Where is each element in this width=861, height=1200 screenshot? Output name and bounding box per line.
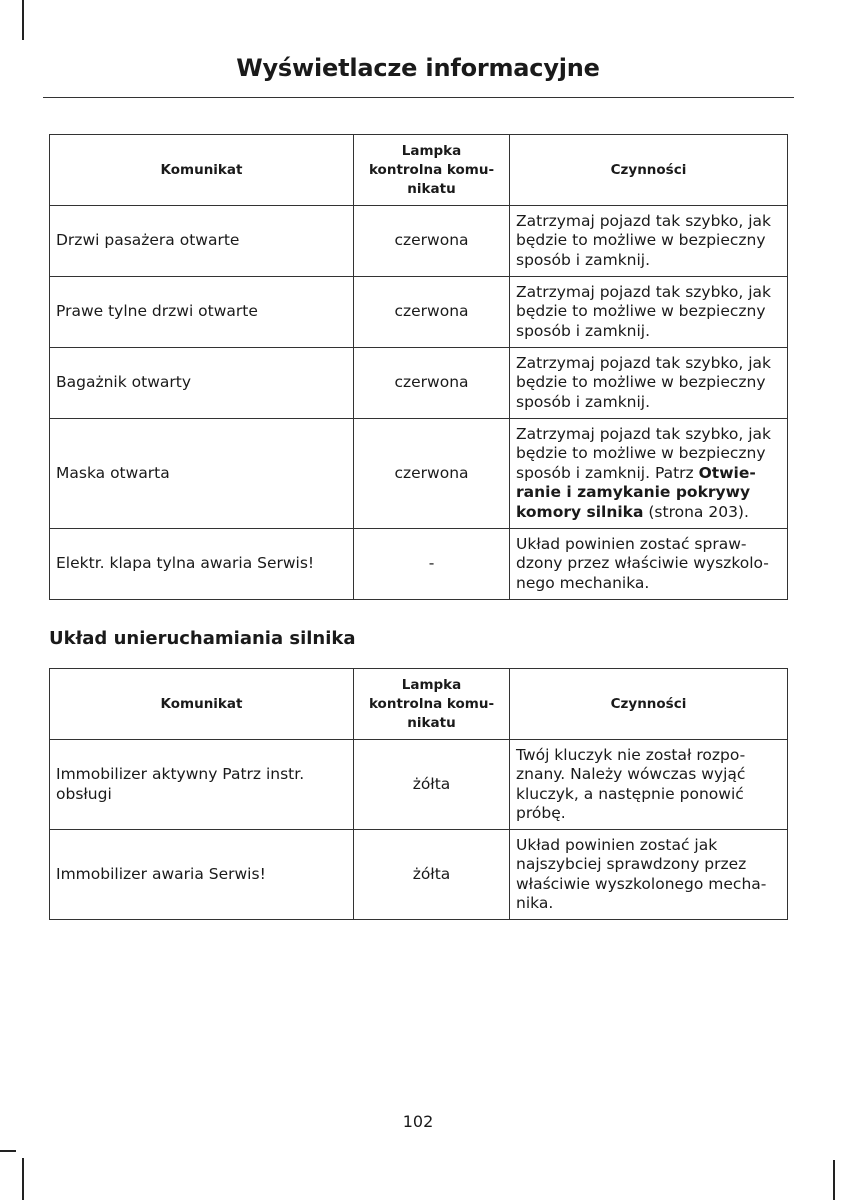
- page-number: 102: [402, 1112, 434, 1131]
- action-cell: Zatrzymaj pojazd tak szybko, jak będzie to możliwe w bezpieczny sposób i zamknij.: [510, 348, 788, 419]
- message-cell: Maska otwarta: [50, 419, 354, 529]
- message-cell: Bagażnik otwarty: [50, 348, 354, 419]
- table-row: [50, 529, 788, 600]
- message-cell: Prawe tylne drzwi otwarte: [50, 277, 354, 348]
- col-header-lamp: Lampka kontrolna komu- nikatu: [354, 669, 510, 740]
- col-header-action: Czynności: [510, 135, 788, 206]
- section-heading: Układ unieruchamiania silnika: [49, 628, 356, 649]
- col-header-lamp: Lampka kontrolna komu- nikatu: [354, 135, 510, 206]
- title-divider: [43, 97, 794, 98]
- lamp-cell: czerwona: [354, 206, 510, 277]
- table-row: [50, 830, 788, 920]
- page-title: Wyświetlacze informacyjne: [236, 54, 600, 82]
- lamp-cell: -: [354, 529, 510, 600]
- table-row: [50, 206, 788, 277]
- lamp-cell: czerwona: [354, 348, 510, 419]
- messages-table-immobilizer: [49, 668, 788, 920]
- table-header-row: [50, 669, 788, 740]
- col-header-action: Czynności: [510, 669, 788, 740]
- message-cell: Drzwi pasażera otwarte: [50, 206, 354, 277]
- message-cell: Elektr. klapa tylna awaria Serwis!: [50, 529, 354, 600]
- lamp-cell: czerwona: [354, 419, 510, 529]
- lamp-cell: żółta: [354, 830, 510, 920]
- cross-reference-link[interactable]: Otwie-ranie i zamykanie pokrywy komory silnika: [516, 463, 756, 521]
- action-cell: Zatrzymaj pojazd tak szybko, jak będzie to możliwe w bezpieczny sposób i zamknij.: [510, 277, 788, 348]
- table-header-row: [50, 135, 788, 206]
- action-cell: Układ powinien zostać jak najszybciej sprawdzony przez właściwie wyszkolonego mecha-nika.: [510, 830, 788, 920]
- action-cell: Zatrzymaj pojazd tak szybko, jak będzie to możliwe w bezpieczny sposób i zamknij. Patrz Otwie-ranie i zamykanie pokrywy komory silnika (strona 203).: [510, 419, 788, 529]
- action-cell: Układ powinien zostać spraw-dzony przez właściwie wyszkolo-nego mechanika.: [510, 529, 788, 600]
- crop-mark: [22, 1158, 24, 1200]
- table-row: [50, 348, 788, 419]
- table-row: [50, 277, 788, 348]
- table-row: [50, 419, 788, 529]
- message-cell: Immobilizer awaria Serwis!: [50, 830, 354, 920]
- col-header-message: Komunikat: [50, 135, 354, 206]
- messages-table-doors: [49, 134, 788, 600]
- action-cell: Twój kluczyk nie został rozpo-znany. Należy wówczas wyjąć kluczyk, a następnie ponowić próbę.: [510, 740, 788, 830]
- col-header-message: Komunikat: [50, 669, 354, 740]
- lamp-cell: czerwona: [354, 277, 510, 348]
- crop-mark: [22, 0, 24, 40]
- lamp-cell: żółta: [354, 740, 510, 830]
- table-row: [50, 740, 788, 830]
- action-cell: Zatrzymaj pojazd tak szybko, jak będzie to możliwe w bezpieczny sposób i zamknij.: [510, 206, 788, 277]
- crop-mark: [0, 1150, 16, 1152]
- crop-mark: [833, 1160, 835, 1200]
- message-cell: Immobilizer aktywny Patrz instr. obsługi: [50, 740, 354, 830]
